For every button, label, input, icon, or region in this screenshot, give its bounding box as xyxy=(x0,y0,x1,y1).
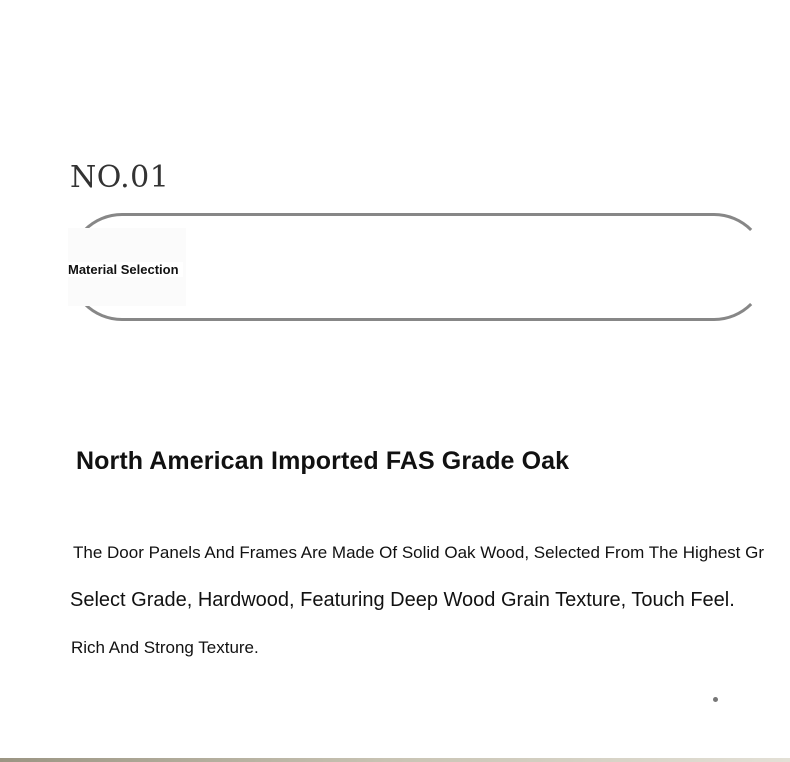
description-line-3: Rich And Strong Texture. xyxy=(71,638,259,657)
bottom-divider xyxy=(0,758,790,762)
section-label: Material Selection xyxy=(68,262,183,277)
decorative-dot xyxy=(713,697,718,702)
product-title: North American Imported FAS Grade Oak xyxy=(76,447,570,475)
description-line-1: The Door Panels And Frames Are Made Of Solid Oak Wood, Selected From The Highest Gr xyxy=(73,543,765,562)
section-number: NO.01 xyxy=(70,160,170,195)
description-line-2: Select Grade, Hardwood, Featuring Deep Wood Grain Texture, Touch Feel. xyxy=(70,589,735,611)
